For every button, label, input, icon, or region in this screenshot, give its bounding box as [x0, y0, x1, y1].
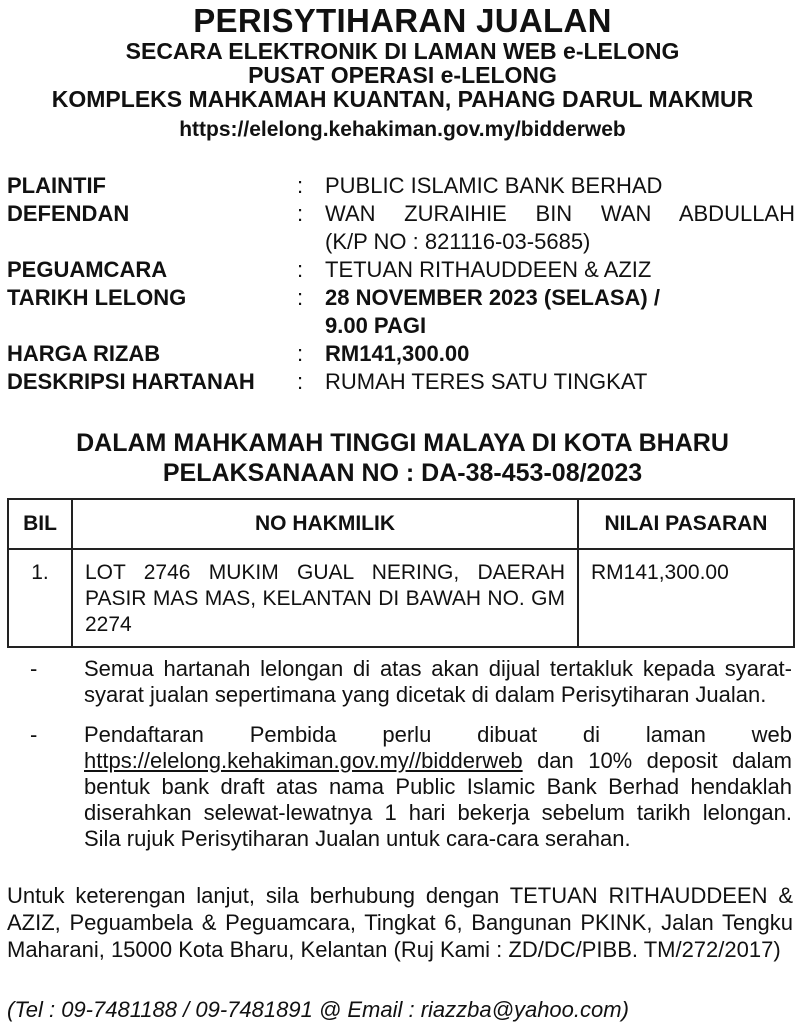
table-row — [8, 549, 794, 647]
defendan-ic: (K/P NO : 821116-03-5685) — [325, 229, 591, 254]
execution-number: PELAKSANAAN NO : DA-38-453-08/2023 — [162, 459, 643, 487]
cell-nilai: RM141,300.00 — [578, 549, 794, 647]
defendan-row — [7, 200, 797, 256]
tarikh-value: 28 NOVEMBER 2023 (SELASA) / — [325, 285, 660, 310]
court-complex: KOMPLEKS MAHKAMAH KUANTAN, PAHANG DARUL MAKMUR — [51, 85, 754, 112]
separator: : — [297, 201, 304, 226]
contact-paragraph: Untuk keterengan lanjut, sila berhubung dengan TETUAN RITHAUDDEEN & AZIZ, Peguambela & Peguamcara, Tingkat 6, Bangunan PKINK, Jalan Tengku Maharani, 15000 Kota Bharu, Kelantan (Ruj Kami : ZD/DC/PIBB. TM/272/2017) — [7, 883, 793, 962]
notice-header — [0, 4, 805, 141]
operation-centre: PUSAT OPERASI e-LELONG — [248, 61, 557, 88]
note-text — [84, 722, 792, 852]
cell-bil: 1. — [8, 549, 72, 647]
tarikh-label: TARIKH LELONG — [7, 285, 187, 310]
notice-title: PERISYTIHARAN JUALAN — [193, 2, 612, 39]
defendan-value: WAN ZURAIHIE BIN WAN ABDULLAH — [325, 201, 795, 226]
notice-subtitle: SECARA ELEKTRONIK DI LAMAN WEB e-LELONG — [125, 37, 680, 64]
property-table — [7, 498, 795, 648]
col-bil: BIL — [8, 499, 72, 549]
list-item — [30, 656, 792, 708]
peguamcara-row — [7, 256, 797, 284]
tarikh-time: 9.00 PAGI — [325, 313, 427, 338]
harga-value: RM141,300.00 — [325, 341, 470, 366]
separator: : — [297, 341, 304, 366]
separator: : — [297, 285, 304, 310]
deskripsi-value: RUMAH TERES SATU TINGKAT — [325, 369, 648, 394]
bullet-dash: - — [30, 722, 38, 747]
peguamcara-value: TETUAN RITHAUDDEEN & AZIZ — [325, 257, 652, 282]
note-text-post: dan 10% deposit dalam bentuk bank draft atas nama Public Islamic Bank Berhad hendaklah diserahkan selewat-lewatnya 1 hari bekerja sebelum tarikh lelongan. Sila rujuk Perisytiharan Jualan untuk cara-cara serahan. — [84, 748, 792, 851]
harga-label: HARGA RIZAB — [7, 341, 161, 366]
note-text: Semua hartanah lelongan di atas akan dijual tertakluk kepada syarat-syarat jualan sepertimana yang dicetak di dalam Perisytiharan Jualan. — [84, 656, 792, 707]
deskripsi-row — [7, 368, 797, 396]
cell-hakmilik: LOT 2746 MUKIM GUAL NERING, DAERAH PASIR MAS MAS, KELANTAN DI BAWAH NO. GM 2274 — [72, 549, 578, 647]
peguamcara-label: PEGUAMCARA — [7, 257, 168, 282]
table-header-row — [8, 499, 794, 549]
contact-tel-email: (Tel : 09-7481188 / 09-7481891 @ Email : riazzba@yahoo.com) — [7, 997, 629, 1022]
harga-row — [7, 340, 797, 368]
list-item — [30, 722, 792, 852]
case-details — [7, 172, 797, 396]
deskripsi-label: DESKRIPSI HARTANAH — [7, 369, 255, 394]
col-hakmilik: NO HAKMILIK — [72, 499, 578, 549]
bullet-dash: - — [30, 656, 38, 681]
court-name: DALAM MAHKAMAH TINGGI MALAYA DI KOTA BHARU — [76, 429, 729, 457]
separator: : — [297, 257, 304, 282]
plaintif-value: PUBLIC ISLAMIC BANK BERHAD — [325, 173, 663, 198]
court-heading — [0, 428, 805, 488]
col-nilai: NILAI PASARAN — [578, 499, 794, 549]
note-text-pre: Pendaftaran Pembida perlu dibuat di laman web — [84, 722, 792, 747]
notes-list — [30, 656, 792, 866]
tarikh-row — [7, 284, 797, 340]
separator: : — [297, 369, 304, 394]
plaintif-row — [7, 172, 797, 200]
registration-link[interactable]: https://elelong.kehakiman.gov.my//bidderweb — [84, 748, 523, 773]
plaintif-label: PLAINTIF — [7, 173, 106, 198]
separator: : — [297, 173, 304, 198]
bidder-web-url[interactable]: https://elelong.kehakiman.gov.my/bidderweb — [179, 118, 626, 142]
defendan-label: DEFENDAN — [7, 201, 130, 226]
